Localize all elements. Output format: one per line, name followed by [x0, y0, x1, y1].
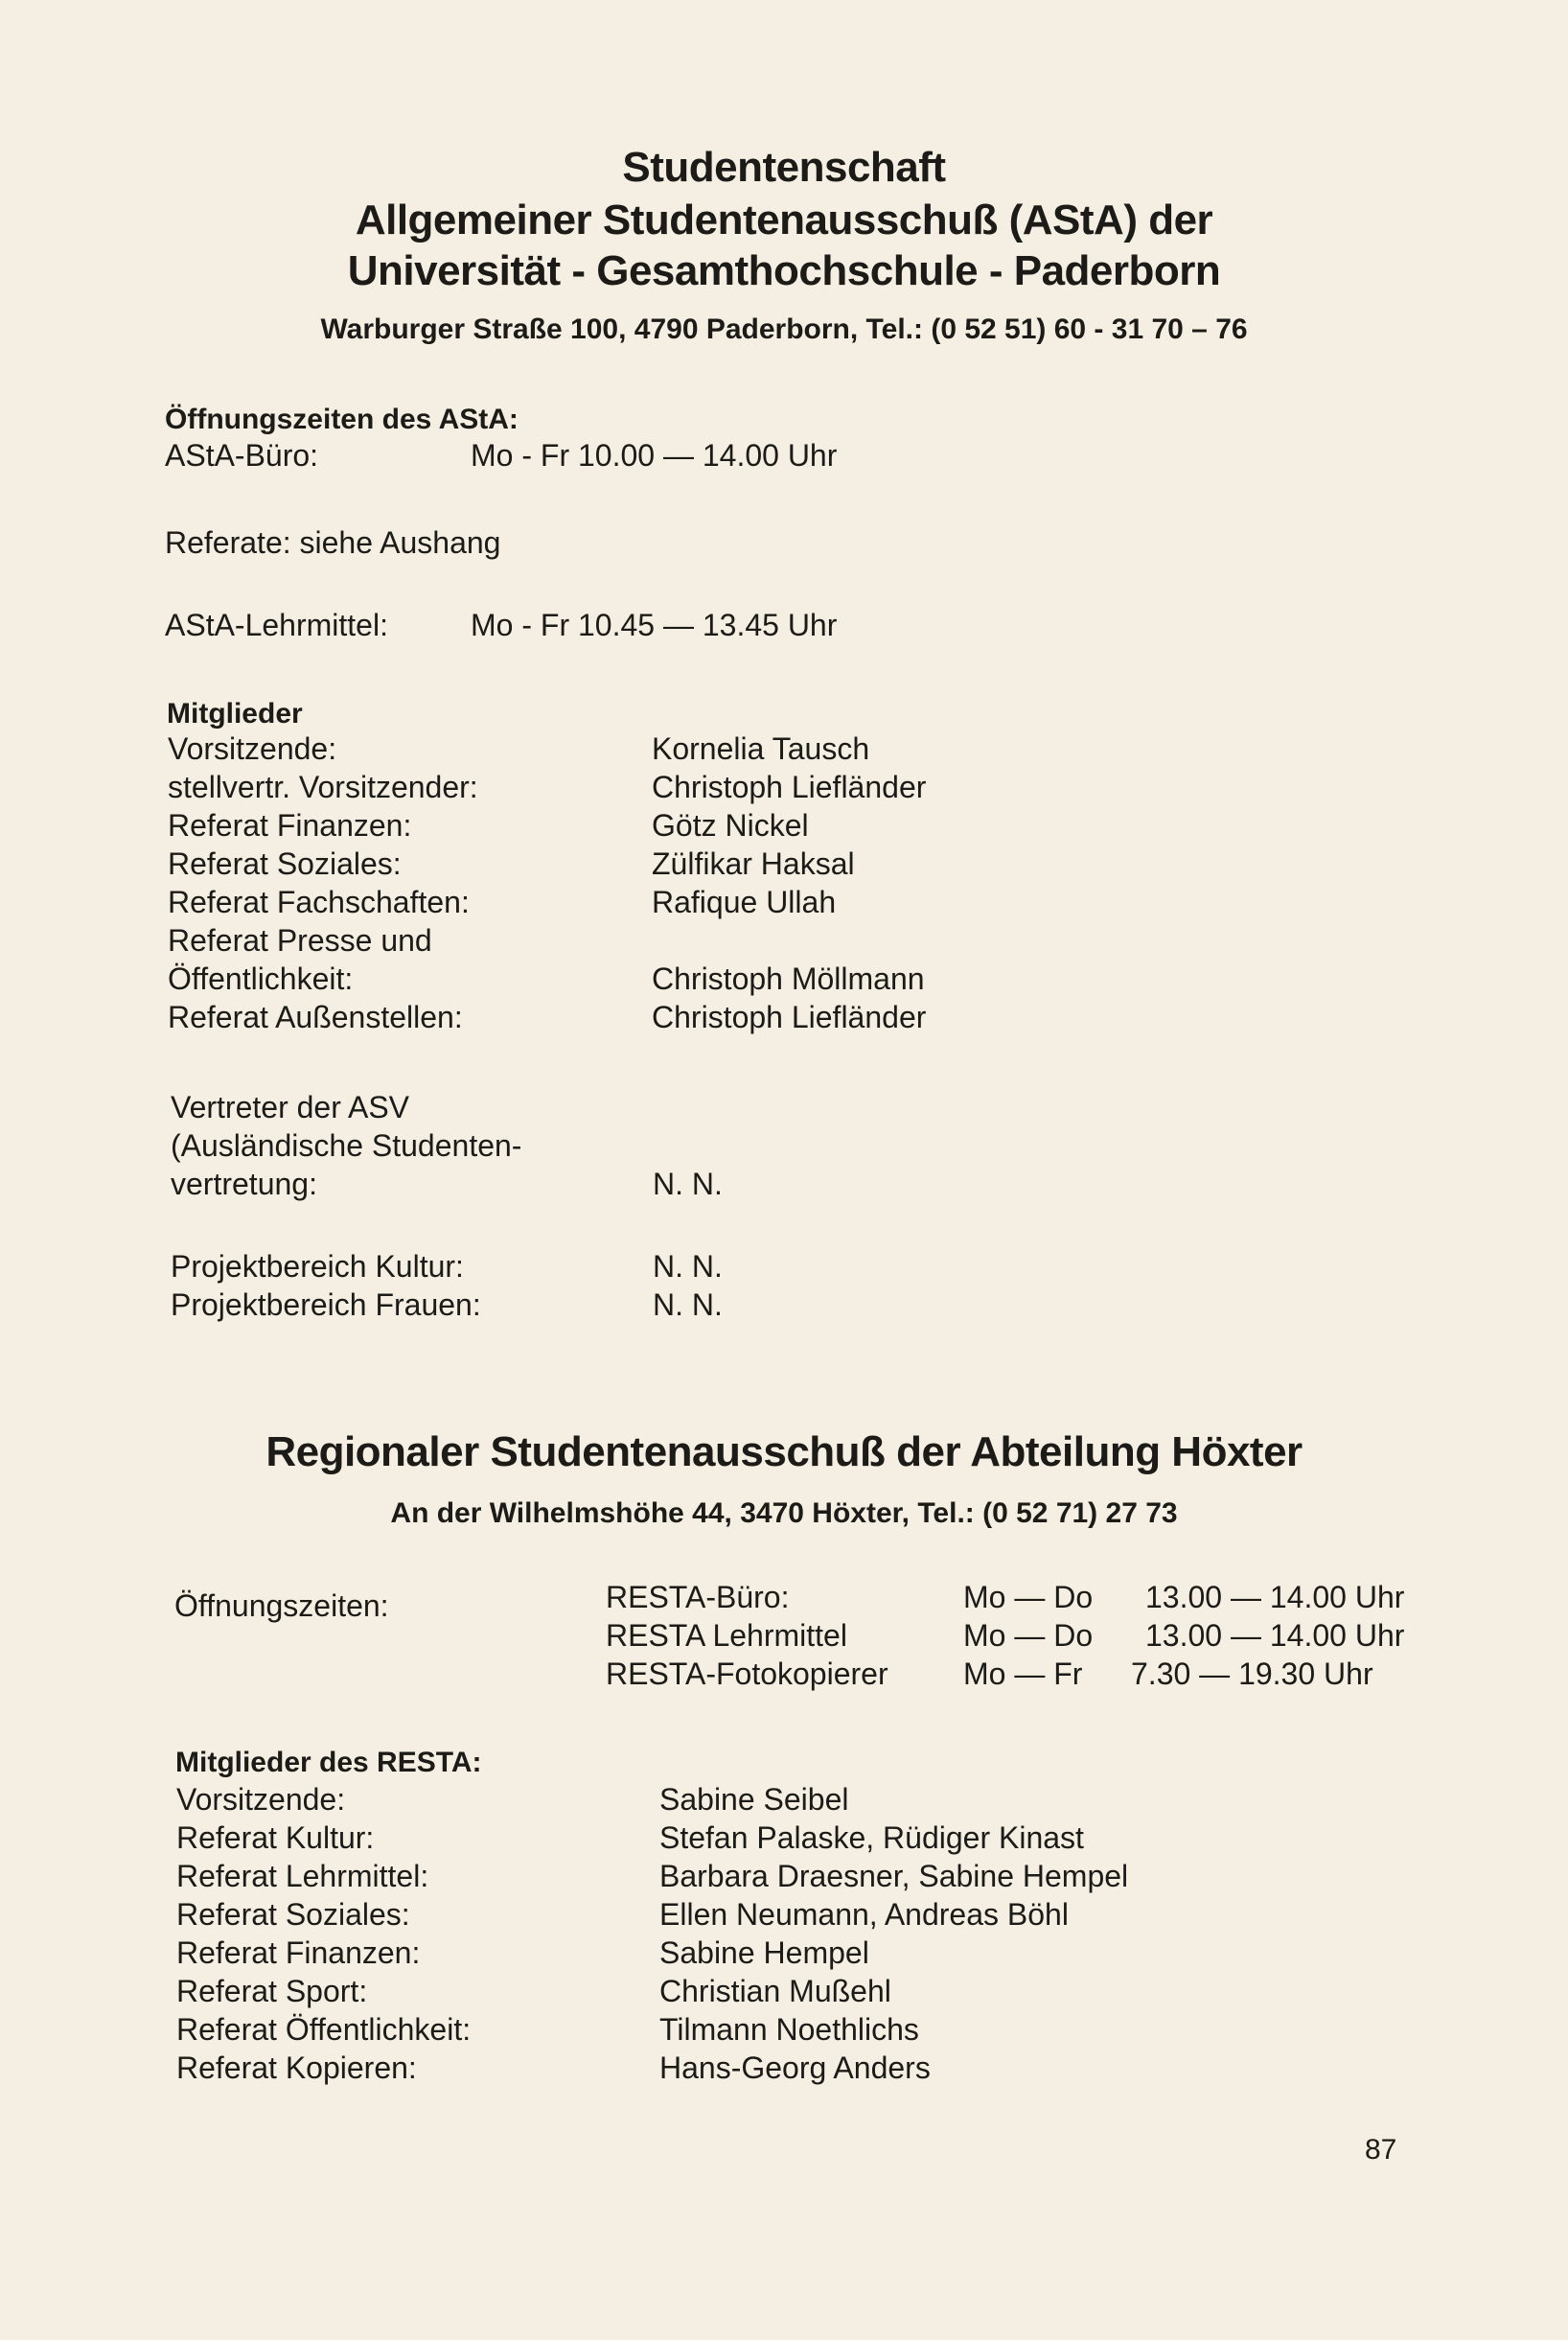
project-role: Projektbereich Frauen: — [171, 1287, 481, 1322]
resta-member-role: Referat Öffentlichkeit: — [176, 2012, 472, 2047]
resta-member-role: Referat Soziales: — [176, 1897, 410, 1932]
asv-name: N. N. — [653, 1167, 723, 1201]
resta-member-name: Christian Mußehl — [659, 1974, 891, 2008]
asta-address: Warburger Straße 100, 4790 Paderborn, Tel.: (0 52 51) 60 - 31 70 – 76 — [320, 313, 1248, 345]
asta-title-line-2: Allgemeiner Studentenausschuß (AStA) der — [355, 197, 1213, 243]
resta-member-role: Referat Lehrmittel: — [176, 1859, 429, 1893]
asta-member-role: Öffentlichkeit: — [168, 961, 354, 996]
resta-title: Regionaler Studentenausschuß der Abteilung Höxter — [265, 1428, 1303, 1475]
resta-hours-days: Mo — Do — [963, 1618, 1094, 1653]
asta-lehrmittel-label: AStA-Lehrmittel: — [165, 608, 388, 642]
asta-member-name: Kornelia Tausch — [652, 731, 870, 766]
resta-hours-label: Öffnungszeiten: — [174, 1588, 389, 1623]
asv-label-line: vertretung: — [171, 1167, 317, 1201]
asta-member-role: Vorsitzende: — [168, 731, 337, 766]
asv-label-line: (Ausländische Studenten- — [171, 1128, 522, 1163]
resta-member-name: Tilmann Noethlichs — [659, 2012, 919, 2047]
project-name: N. N. — [653, 1287, 723, 1322]
asta-hours-heading: Öffnungszeiten des AStA: — [165, 404, 519, 435]
resta-hours-time: 7.30 — 19.30 Uhr — [1131, 1657, 1373, 1691]
resta-member-name: Sabine Seibel — [659, 1782, 849, 1817]
asta-buero-hours: Mo - Fr 10.00 — 14.00 Uhr — [471, 438, 838, 473]
resta-address: An der Wilhelmshöhe 44, 3470 Höxter, Tel.: (0 52 71) 27 73 — [390, 1497, 1178, 1529]
asta-title-line-1: Studentenschaft — [622, 144, 946, 191]
resta-member-name: Stefan Palaske, Rüdiger Kinast — [659, 1820, 1084, 1855]
asta-member-name: Christoph Liefländer — [652, 770, 927, 804]
asta-member-name: Christoph Liefländer — [652, 1000, 927, 1034]
resta-hours-place: RESTA-Büro: — [606, 1580, 790, 1614]
project-name: N. N. — [653, 1249, 723, 1284]
asta-lehrmittel-hours: Mo - Fr 10.45 — 13.45 Uhr — [471, 608, 838, 642]
asta-buero-label: AStA-Büro: — [165, 438, 319, 473]
asta-member-role: stellvertr. Vorsitzender: — [168, 770, 478, 804]
project-role: Projektbereich Kultur: — [171, 1249, 464, 1284]
asta-member-name: Götz Nickel — [652, 808, 809, 843]
asta-member-role: Referat Fachschaften: — [168, 885, 470, 919]
resta-hours-time: 13.00 — 14.00 Uhr — [1145, 1580, 1405, 1614]
asta-member-role: Referat Finanzen: — [168, 808, 412, 843]
resta-member-name: Ellen Neumann, Andreas Böhl — [659, 1897, 1069, 1932]
resta-member-name: Hans-Georg Anders — [659, 2050, 931, 2085]
resta-hours-days: Mo — Do — [963, 1580, 1094, 1614]
resta-member-role: Referat Kopieren: — [176, 2050, 417, 2085]
page-number: 87 — [1365, 2134, 1397, 2166]
resta-member-role: Referat Kultur: — [176, 1820, 375, 1855]
asta-title-line-3: Universität - Gesamthochschule - Paderborn — [347, 247, 1221, 294]
asta-member-role: Referat Außenstellen: — [168, 1000, 463, 1034]
asta-referate-note: Referate: siehe Aushang — [165, 525, 501, 560]
resta-member-role: Referat Finanzen: — [176, 1935, 421, 1970]
resta-members-heading: Mitglieder des RESTA: — [175, 1747, 482, 1778]
asta-member-name: Christoph Möllmann — [652, 961, 925, 996]
asta-members-heading: Mitglieder — [167, 698, 303, 730]
asta-member-role: Referat Presse und — [168, 923, 432, 958]
resta-member-name: Barbara Draesner, Sabine Hempel — [659, 1859, 1129, 1893]
resta-hours-place: RESTA Lehrmittel — [606, 1618, 847, 1653]
resta-hours-days: Mo — Fr — [963, 1657, 1083, 1691]
resta-hours-place: RESTA-Fotokopierer — [606, 1657, 888, 1691]
resta-member-role: Referat Sport: — [176, 1974, 368, 2008]
resta-member-name: Sabine Hempel — [659, 1935, 869, 1970]
asv-label-line: Vertreter der ASV — [171, 1090, 410, 1124]
asta-member-name: Zülfikar Haksal — [652, 846, 855, 881]
resta-hours-time: 13.00 — 14.00 Uhr — [1145, 1618, 1405, 1653]
asta-member-name: Rafique Ullah — [652, 885, 837, 919]
asta-member-role: Referat Soziales: — [168, 846, 402, 881]
resta-member-role: Vorsitzende: — [176, 1782, 346, 1817]
